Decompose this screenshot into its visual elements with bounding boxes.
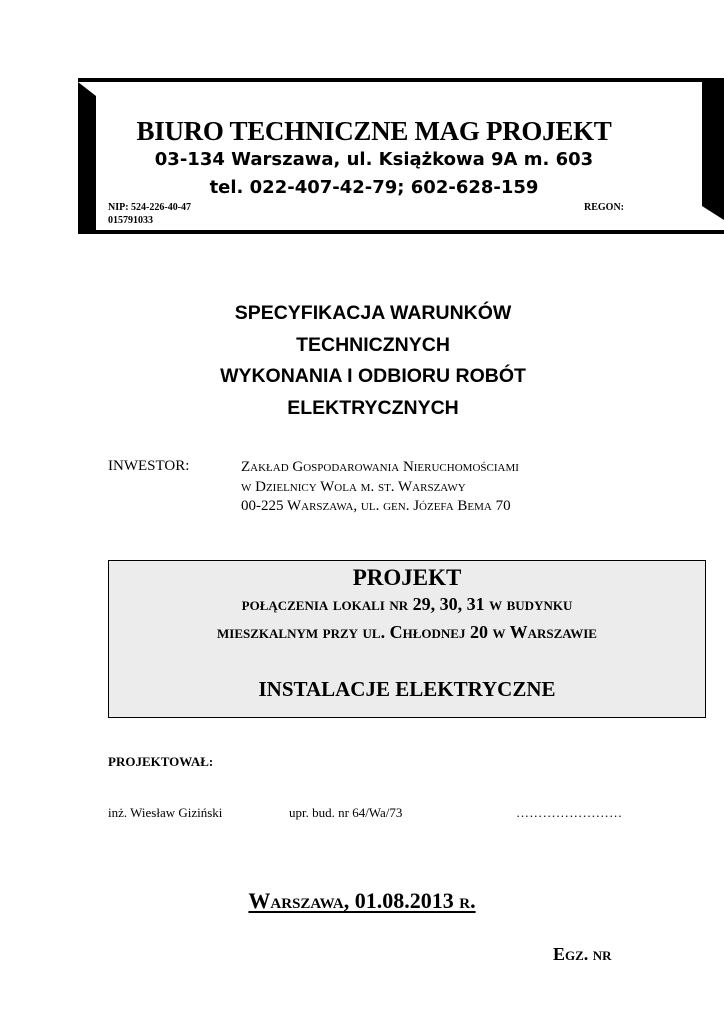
letterhead-left-bevel bbox=[78, 82, 96, 234]
investor-line: Zakład Gospodarowania Nieruchomościami bbox=[241, 459, 519, 475]
company-regon-value: 015791033 bbox=[108, 215, 153, 226]
signature-line: …………………… bbox=[516, 805, 623, 820]
designer-license: upr. bud. nr 64/Wa/73 bbox=[289, 805, 403, 820]
project-heading: PROJEKT bbox=[352, 565, 462, 590]
company-address: 03-134 Warszawa, ul. Książkowa 9A m. 603 bbox=[154, 149, 594, 170]
project-description-line: mieszkalnym przy ul. Chłodnej 20 w Warszawie bbox=[217, 622, 597, 642]
investor-line: 00-225 Warszawa, ul. gen. Józefa Bema 70 bbox=[241, 498, 511, 514]
designer-name: inż. Wiesław Giziński bbox=[108, 805, 223, 820]
designed-by-label: PROJEKTOWAŁ: bbox=[108, 754, 214, 769]
project-box bbox=[108, 560, 706, 718]
place-and-date: Warszawa, 01.08.2013 r. bbox=[248, 888, 476, 913]
company-name: BIURO TECHNICZNE MAG PROJEKT bbox=[136, 116, 612, 146]
project-description-line: połączenia lokali nr 29, 30, 31 w budynku bbox=[241, 594, 573, 614]
investor-label: INWESTOR: bbox=[108, 458, 190, 474]
company-phone: tel. 022-407-42-79; 602-628-159 bbox=[209, 177, 539, 198]
document-title-line: TECHNICZNYCH bbox=[296, 333, 450, 356]
document-title bbox=[130, 298, 616, 424]
copy-number: Egz. nr bbox=[553, 944, 612, 964]
document-title-line: WYKONANIA I ODBIORU ROBÓT bbox=[220, 365, 526, 387]
letterhead-right-bevel bbox=[702, 78, 724, 220]
investor-details bbox=[241, 458, 519, 517]
project-scope: INSTALACJE ELEKTRYCZNE bbox=[258, 677, 556, 701]
document-title-line: ELEKTRYCZNYCH bbox=[287, 396, 459, 419]
company-regon-label: REGON: bbox=[584, 202, 624, 213]
company-nip: NIP: 524-226-40-47 bbox=[108, 202, 192, 213]
letterhead-bottom-border bbox=[96, 230, 724, 234]
letterhead-top-border bbox=[78, 78, 724, 82]
investor-line: w Dzielnicy Wola m. st. Warszawy bbox=[241, 478, 466, 495]
document-title-line: SPECYFIKACJA WARUNKÓW bbox=[234, 302, 512, 324]
